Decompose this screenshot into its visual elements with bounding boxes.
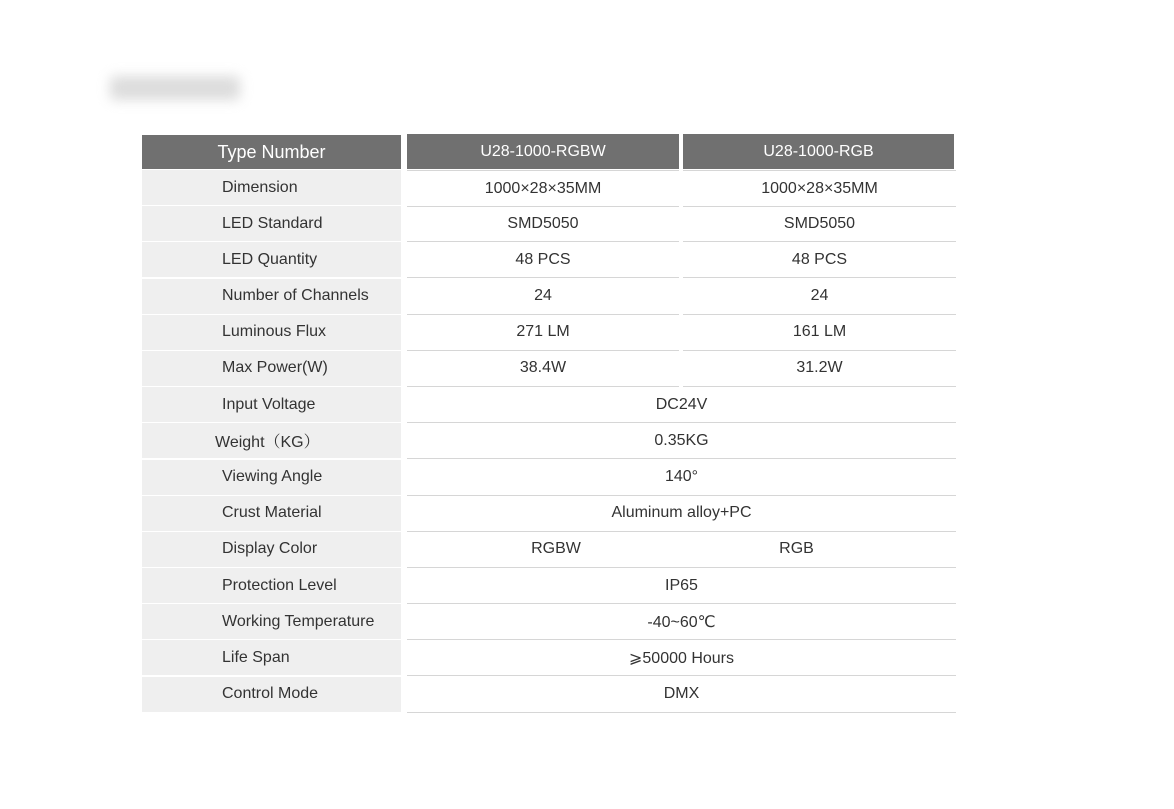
row-label: Control Mode xyxy=(142,677,401,712)
value-shared: 0.35KG xyxy=(407,423,956,459)
value-shared: 140° xyxy=(407,460,956,496)
row-label: Viewing Angle xyxy=(142,460,401,495)
value-rgbw: 1000×28×35MM xyxy=(407,170,679,207)
value-shared: IP65 xyxy=(407,568,956,604)
value-shared: DC24V xyxy=(407,387,956,423)
row-label: Display Color xyxy=(142,532,401,567)
value-rgbw: SMD5050 xyxy=(407,206,679,242)
row-label: Dimension xyxy=(142,170,401,205)
row-label: Max Power(W) xyxy=(142,351,401,386)
value-shared: Aluminum alloy+PC xyxy=(407,496,956,532)
table-row xyxy=(142,387,956,423)
table-row xyxy=(142,279,956,315)
value-rgbw: 24 xyxy=(407,279,679,315)
row-label: Weight（KG） xyxy=(142,423,401,458)
table-row xyxy=(142,677,956,713)
value-rgb: 1000×28×35MM xyxy=(683,170,956,207)
value-rgbw: 48 PCS xyxy=(407,242,679,278)
table-row xyxy=(142,170,956,206)
table-row xyxy=(142,423,956,459)
row-label: Crust Material xyxy=(142,496,401,531)
row-label: Input Voltage xyxy=(142,387,401,422)
header-model-rgb: U28-1000-RGB xyxy=(683,134,954,169)
table-row xyxy=(142,242,956,278)
value-rgb: 161 LM xyxy=(683,315,956,351)
value-rgbw: 38.4W xyxy=(407,351,679,387)
value-rgbw: RGBW xyxy=(531,540,581,558)
value-split xyxy=(407,532,956,568)
table-row xyxy=(142,604,956,640)
value-rgbw: 271 LM xyxy=(407,315,679,351)
table-row xyxy=(142,351,956,387)
spec-table xyxy=(142,134,956,713)
table-row xyxy=(142,568,956,604)
value-rgb: 48 PCS xyxy=(683,242,956,278)
row-label: Life Span xyxy=(142,640,401,675)
table-row xyxy=(142,640,956,676)
row-label: LED Quantity xyxy=(142,242,401,277)
header-type-number: Type Number xyxy=(142,135,401,169)
value-rgb: RGB xyxy=(779,540,814,558)
row-label: Protection Level xyxy=(142,568,401,603)
blurred-heading xyxy=(110,76,240,100)
table-row xyxy=(142,460,956,496)
table-row xyxy=(142,496,956,532)
row-label: Luminous Flux xyxy=(142,315,401,350)
row-label: LED Standard xyxy=(142,206,401,241)
value-shared: DMX xyxy=(407,677,956,713)
table-row xyxy=(142,315,956,351)
value-rgb: 24 xyxy=(683,279,956,315)
value-rgb: SMD5050 xyxy=(683,206,956,242)
table-row xyxy=(142,206,956,242)
header-model-rgbw: U28-1000-RGBW xyxy=(407,134,679,169)
value-shared: -40~60℃ xyxy=(407,604,956,640)
row-label: Number of Channels xyxy=(142,279,401,314)
value-shared: ⩾50000 Hours xyxy=(407,640,956,676)
table-row xyxy=(142,532,956,568)
table-header xyxy=(142,134,956,170)
value-rgb: 31.2W xyxy=(683,351,956,387)
row-label: Working Temperature xyxy=(142,604,401,639)
